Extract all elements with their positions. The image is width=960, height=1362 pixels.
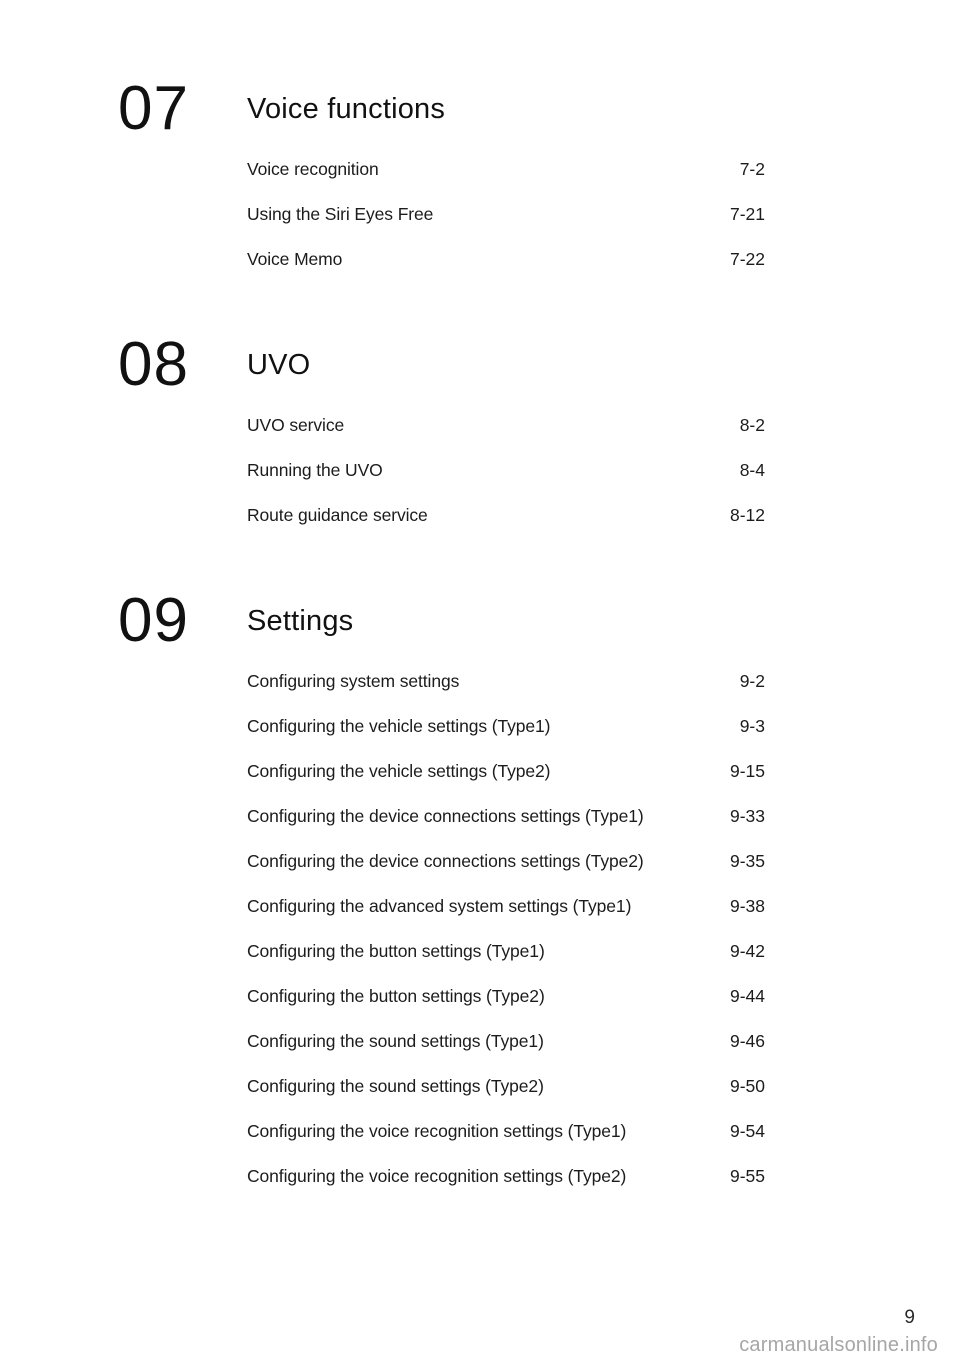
- toc-entry-page: 7-21: [729, 204, 765, 224]
- toc-entry-label: Configuring the button settings (Type1): [247, 941, 545, 961]
- toc-entry-page: 9-50: [729, 1076, 765, 1096]
- toc-entry-label: Voice Memo: [247, 249, 343, 269]
- section-title: Settings: [247, 604, 354, 637]
- toc-entry-page: 9-3: [739, 716, 765, 736]
- toc-entry[interactable]: [247, 237, 765, 282]
- section-entries: [247, 659, 765, 1199]
- toc-entry-page: 9-44: [729, 986, 765, 1006]
- toc-entry-label: Configuring the vehicle settings (Type1): [247, 716, 551, 736]
- section-header: [118, 330, 765, 399]
- toc-entry-page: 8-4: [739, 460, 765, 480]
- section-number: 09: [118, 586, 189, 655]
- section-title: Voice functions: [247, 92, 446, 125]
- toc-entry-page: 8-12: [729, 505, 765, 525]
- toc-entry[interactable]: [247, 448, 765, 493]
- toc-entry[interactable]: [247, 704, 765, 749]
- toc-entry-page: 9-38: [729, 896, 765, 916]
- toc-entry[interactable]: [247, 147, 765, 192]
- toc-entry-label: Voice recognition: [247, 159, 379, 179]
- section-number: 08: [118, 330, 189, 399]
- toc-entry-label: Configuring the sound settings (Type1): [247, 1031, 544, 1051]
- toc-entry-label: Configuring the advanced system settings (Type1): [247, 896, 632, 916]
- toc-entry-page: 9-2: [739, 671, 765, 691]
- toc-entry-label: Route guidance service: [247, 505, 428, 525]
- toc-entry-label: Configuring the voice recognition settings (Type2): [247, 1166, 627, 1186]
- section-header: [118, 586, 765, 655]
- toc-entry-page: 9-42: [729, 941, 765, 961]
- toc-entry[interactable]: [247, 839, 765, 884]
- toc-entry-page: 9-46: [729, 1031, 765, 1051]
- toc-entry[interactable]: [247, 1019, 765, 1064]
- toc-entry[interactable]: [247, 1064, 765, 1109]
- section-voice-functions: [118, 74, 765, 282]
- section-settings: [118, 586, 765, 1199]
- toc-entry-label: Configuring the vehicle settings (Type2): [247, 761, 551, 781]
- toc-entry-label: UVO service: [247, 415, 345, 435]
- toc-entry[interactable]: [247, 659, 765, 704]
- toc-entry[interactable]: [247, 1154, 765, 1199]
- toc-entry[interactable]: [247, 974, 765, 1019]
- section-number: 07: [118, 74, 189, 143]
- toc-entry-page: 9-33: [729, 806, 765, 826]
- toc-entry-page: 9-35: [729, 851, 765, 871]
- toc-entry-page: 7-2: [739, 159, 765, 179]
- toc-entry[interactable]: [247, 1109, 765, 1154]
- toc-entry[interactable]: [247, 794, 765, 839]
- toc-entry-label: Configuring the sound settings (Type2): [247, 1076, 544, 1096]
- toc-entry[interactable]: [247, 192, 765, 237]
- page-number: 9: [904, 1307, 915, 1328]
- toc-entry-page: 7-22: [729, 249, 765, 269]
- toc-entry-label: Running the UVO: [247, 460, 383, 480]
- toc-entry-page: 9-54: [729, 1121, 765, 1141]
- section-header: [118, 74, 765, 143]
- toc-entry-label: Configuring the device connections settings (Type2): [247, 851, 644, 871]
- toc-entry-page: 8-2: [739, 415, 765, 435]
- toc-entry-label: Configuring the device connections settings (Type1): [247, 806, 644, 826]
- section-entries: [247, 403, 765, 538]
- section-entries: [247, 147, 765, 282]
- toc-entry[interactable]: [247, 403, 765, 448]
- toc-entry-label: Configuring the button settings (Type2): [247, 986, 545, 1006]
- watermark-text: carmanualsonline.info: [739, 1334, 938, 1356]
- toc-entry[interactable]: [247, 749, 765, 794]
- toc-entry[interactable]: [247, 884, 765, 929]
- toc-entry-page: 9-15: [729, 761, 765, 781]
- toc-entry-label: Configuring system settings: [247, 671, 460, 691]
- section-uvo: [118, 330, 765, 538]
- toc-entry-label: Configuring the voice recognition settings (Type1): [247, 1121, 627, 1141]
- toc-entry[interactable]: [247, 493, 765, 538]
- toc-entry-page: 9-55: [729, 1166, 765, 1186]
- section-title: UVO: [247, 348, 311, 381]
- toc-entry-label: Using the Siri Eyes Free: [247, 204, 434, 224]
- toc-entry[interactable]: [247, 929, 765, 974]
